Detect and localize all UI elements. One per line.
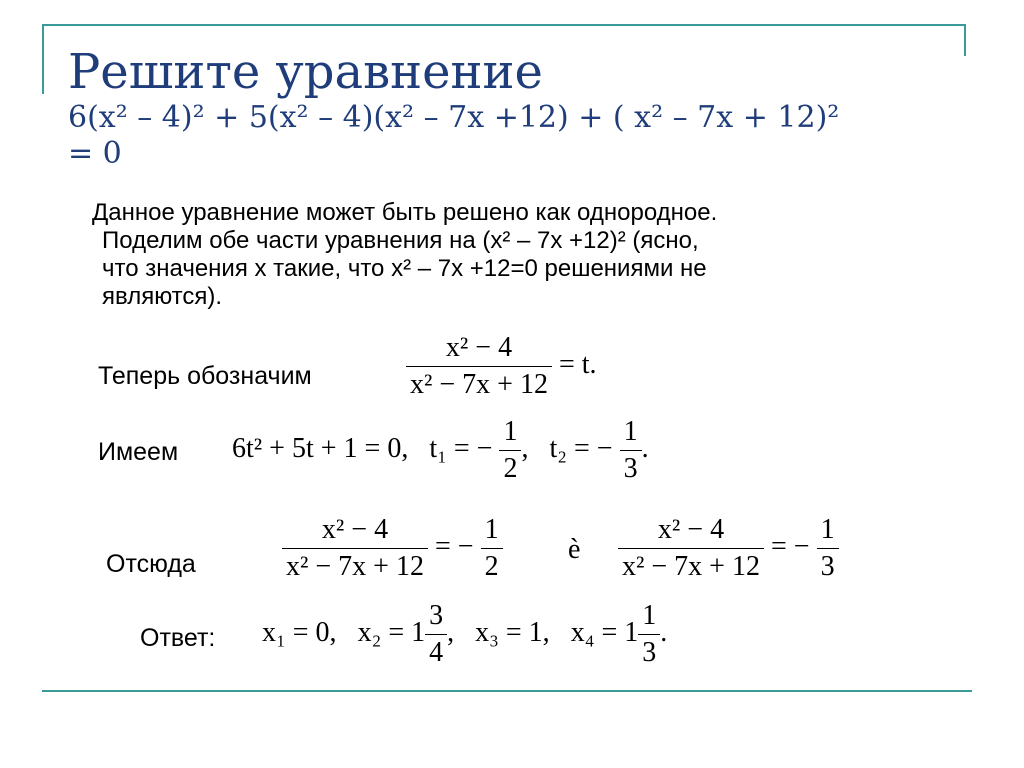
title-text: Решите уравнение <box>68 44 543 100</box>
answer-x2-den: 4 <box>429 637 444 668</box>
step1-numerator: x² − 4 <box>406 332 552 367</box>
answer-x4-den: 3 <box>642 637 657 668</box>
step1-fraction <box>406 332 552 401</box>
answer-formula <box>262 600 667 669</box>
step2-label: Имеем <box>98 438 179 466</box>
step2-t2-lhs: t₂ = − <box>549 432 613 464</box>
title-equation-line1: 6(x² – 4)² + 5(x² – 4)(x² – 7x +12) + ( x² – 7x + 12)² <box>68 100 840 135</box>
step2-equation: 6t² + 5t + 1 = 0, <box>232 432 409 464</box>
intro-line-2: Поделим обе части уравнения на (x² – 7x +12)² (ясно, <box>102 227 699 254</box>
answer-x2-num: 3 <box>425 600 447 635</box>
step3-f2-rden: 3 <box>820 551 835 582</box>
answer-x2-sep: , <box>447 616 455 648</box>
step3-connector: è <box>568 534 581 565</box>
step2-t1-lhs: t₁ = − <box>429 432 493 464</box>
answer-x2-lhs: x₂ = 1 <box>357 616 426 648</box>
intro-line-3: что значения x такие, что x² – 7x +12=0 решениями не <box>102 255 707 282</box>
step3-f1-rhs: = − <box>434 530 474 562</box>
answer-x2-fraction <box>425 600 447 669</box>
step3-f2-rnum: 1 <box>817 514 839 549</box>
step2-t1-fraction <box>499 416 521 485</box>
answer-x3: x₃ = 1, <box>475 616 550 648</box>
step2-t2-num: 1 <box>620 416 642 451</box>
answer-label: Ответ: <box>140 624 216 652</box>
step3-f2-num: x² − 4 <box>618 514 764 549</box>
step2-formula <box>232 416 649 485</box>
step3-formula-2 <box>618 514 839 583</box>
step2-t2-den: 3 <box>623 453 638 484</box>
step2-t1-sep: , <box>521 432 529 464</box>
answer-x4-fraction <box>638 600 660 669</box>
step1-formula <box>406 332 597 401</box>
intro-line-4: являются). <box>102 283 223 310</box>
step2-t2-fraction <box>620 416 642 485</box>
step1-label: Теперь обозначим <box>98 362 312 390</box>
step3-f2-den: x² − 7x + 12 <box>622 551 760 582</box>
answer-x4-num: 1 <box>638 600 660 635</box>
step1-denominator: x² − 7x + 12 <box>410 369 548 400</box>
step3-f1-rnum: 1 <box>481 514 503 549</box>
step3-f2-rhs: = − <box>770 530 810 562</box>
answer-x4-end: . <box>660 616 668 648</box>
step3-f1-rden: 2 <box>484 551 499 582</box>
step3-f1-num: x² − 4 <box>282 514 428 549</box>
frame-top-line <box>42 24 966 26</box>
intro-line-1: Данное уравнение может быть решено как однородное. <box>92 199 718 226</box>
answer-x4-lhs: x₄ = 1 <box>570 616 639 648</box>
frame-bottom-line <box>42 690 972 692</box>
step2-t1-den: 2 <box>503 453 518 484</box>
step3-formula-1 <box>282 514 503 583</box>
step3-f2-fraction <box>618 514 764 583</box>
step2-t2-end: . <box>641 432 649 464</box>
slide-title <box>68 44 968 172</box>
step3-f1-den: x² − 7x + 12 <box>286 551 424 582</box>
step3-label: Отсюда <box>106 550 196 578</box>
answer-x1: x₁ = 0, <box>262 616 337 648</box>
step3-f2-rfraction <box>817 514 839 583</box>
step1-rhs: = t. <box>558 348 597 380</box>
intro-paragraph <box>92 199 952 311</box>
step3-f1-fraction <box>282 514 428 583</box>
frame-left-line <box>42 24 44 94</box>
title-equation-line2: = 0 <box>68 136 122 171</box>
step2-t1-num: 1 <box>499 416 521 451</box>
step3-f1-rfraction <box>481 514 503 583</box>
